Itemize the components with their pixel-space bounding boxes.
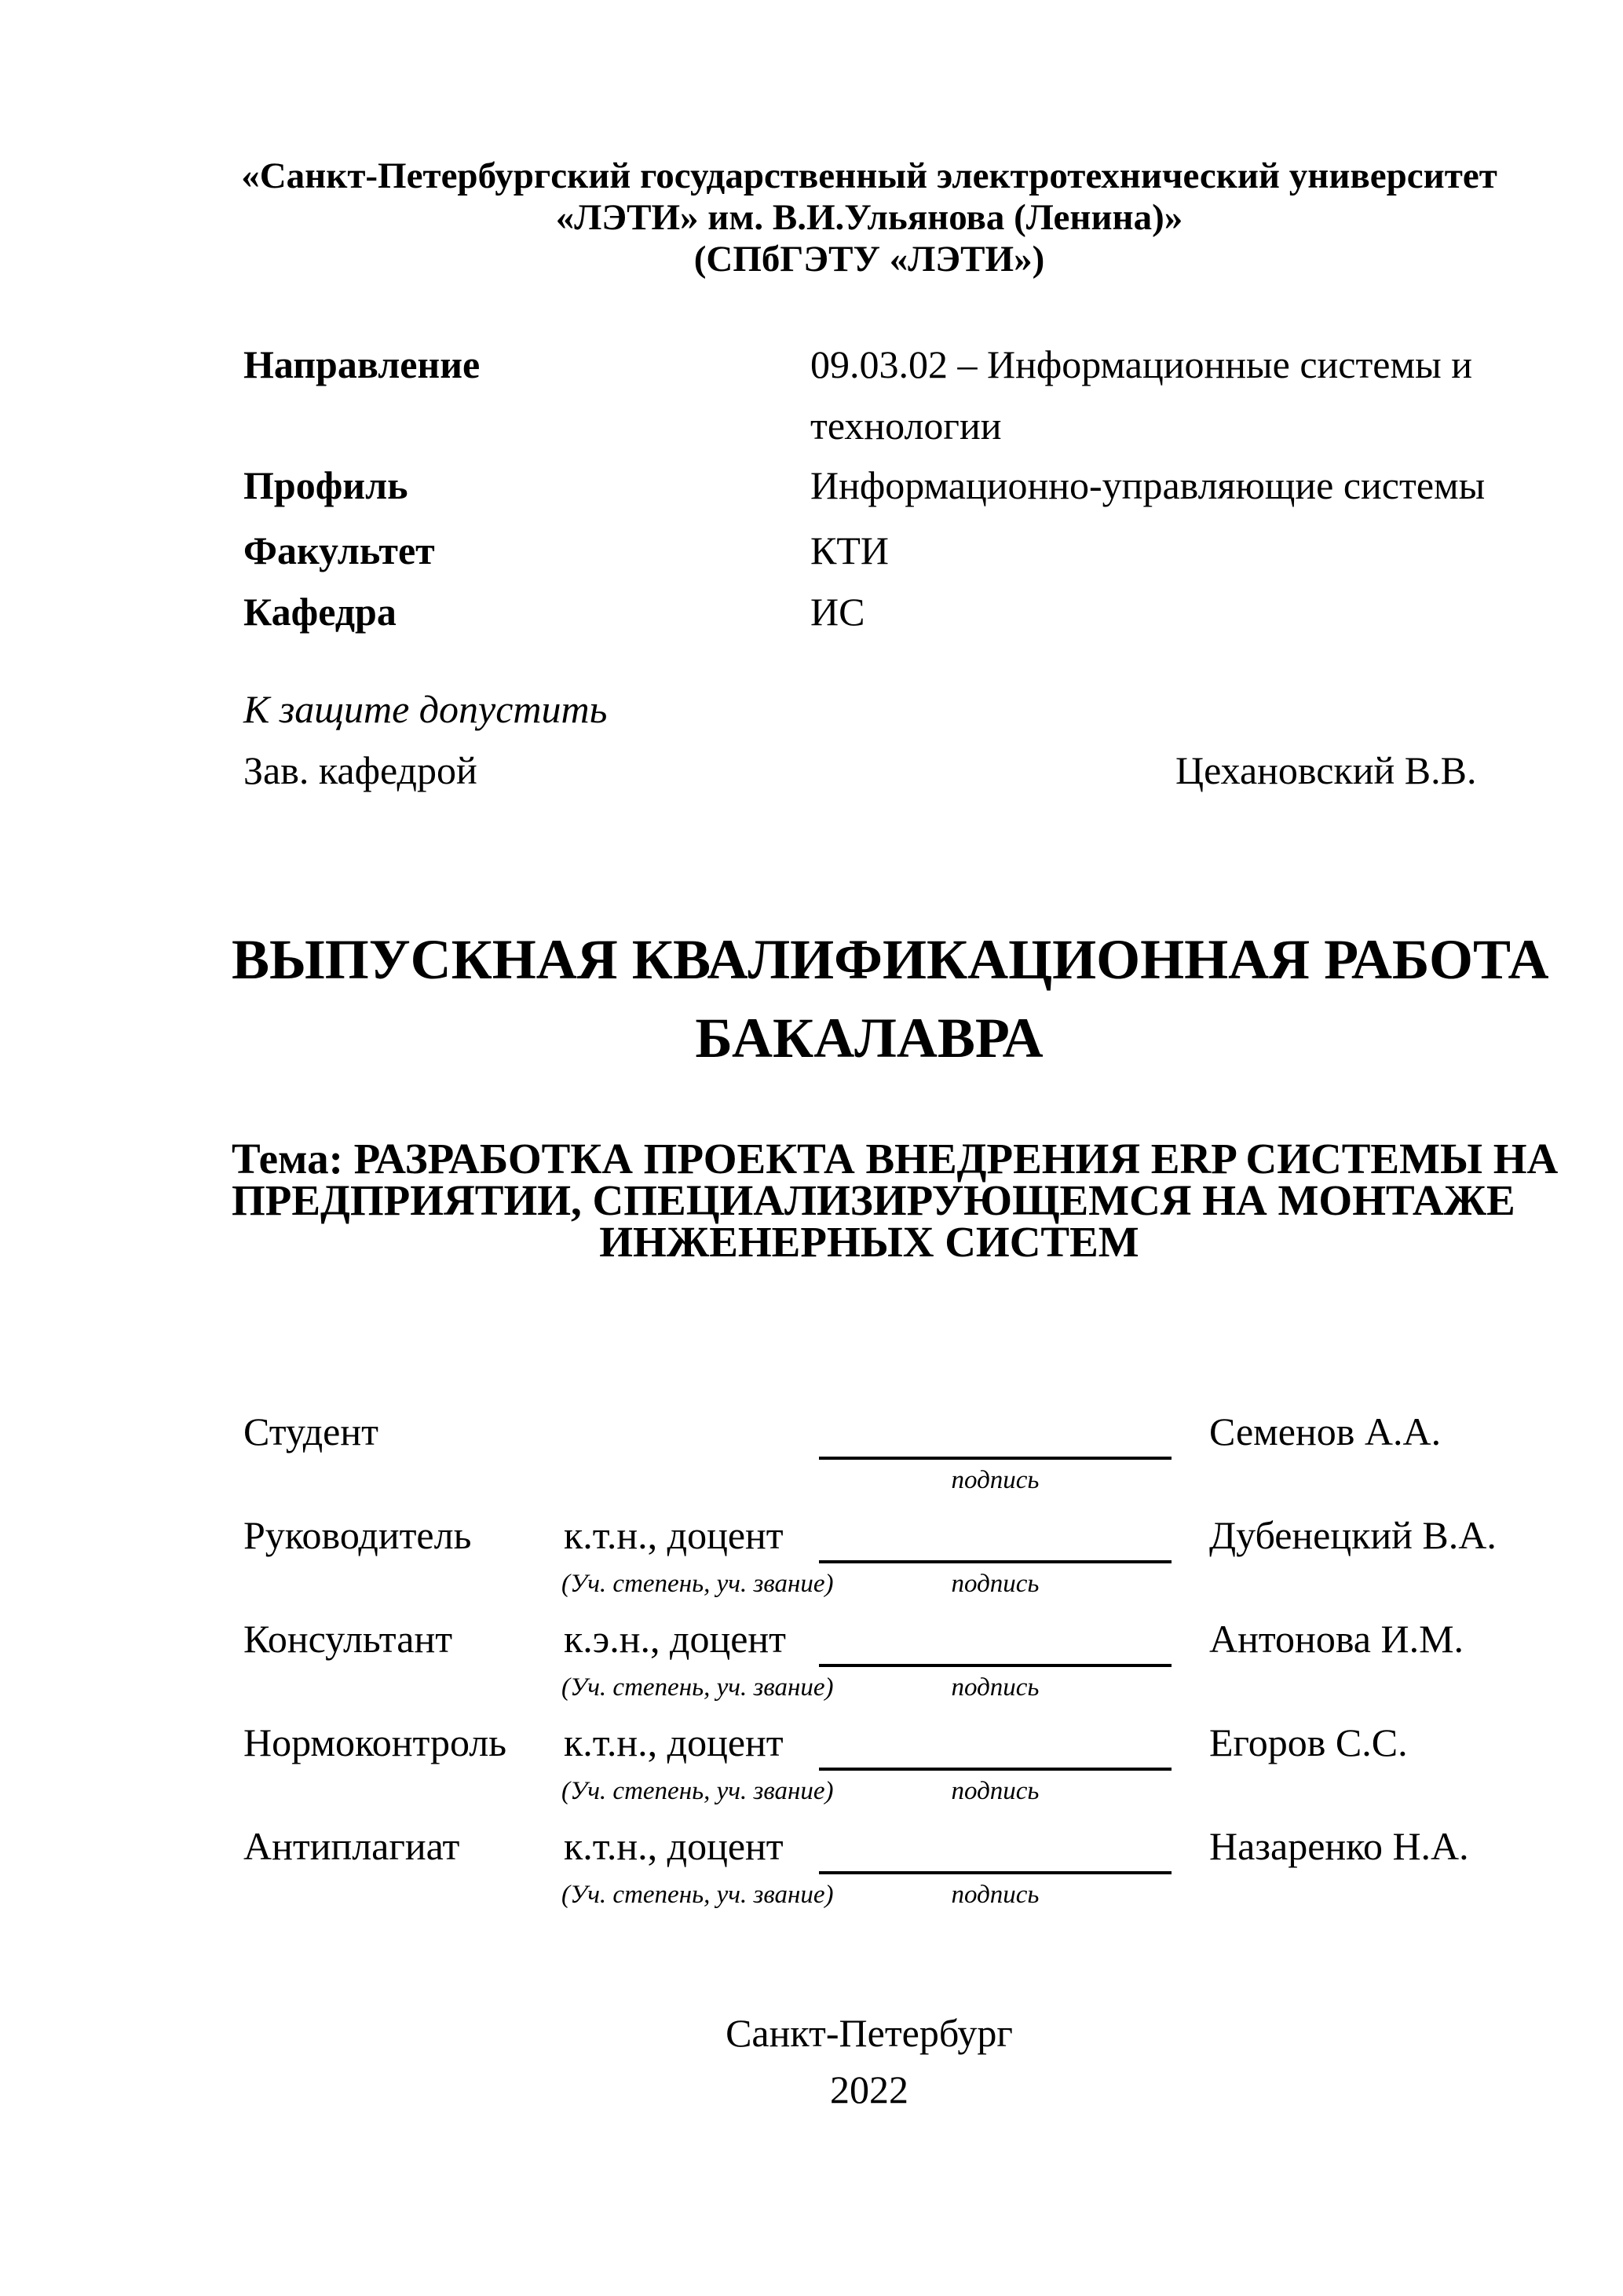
- work-type-line2: БАКАЛАВРА: [695, 1007, 1044, 1069]
- signature-line: [819, 1871, 1172, 1874]
- signature-role: Руководитель: [243, 1513, 472, 1557]
- signature-caption: подпись: [951, 1673, 1040, 1702]
- topic-line1: Тема: РАЗРАБОТКА ПРОЕКТА ВНЕДРЕНИЯ ERP СИСТЕМЫ НА: [232, 1135, 1559, 1183]
- signature-caption: подпись: [951, 1570, 1040, 1598]
- university-name-line2: «ЛЭТИ» им. В.И.Ульянова (Ленина)»: [555, 197, 1183, 238]
- faculty-label: Факультет: [243, 528, 435, 572]
- university-header: [232, 155, 1507, 280]
- degree-caption: (Уч. степень, уч. звание): [561, 1777, 834, 1805]
- signature-degree: к.т.н., доцент: [564, 1513, 784, 1557]
- degree-caption: (Уч. степень, уч. звание): [561, 1570, 834, 1598]
- signature-role: Студент: [243, 1409, 378, 1453]
- direction-value-line1: 09.03.02 – Информационные системы и: [810, 342, 1472, 386]
- signature-name: Антонова И.М.: [1209, 1617, 1464, 1661]
- signature-name: Егоров С.С.: [1209, 1720, 1408, 1764]
- signature-line: [819, 1560, 1172, 1563]
- faculty-value: КТИ: [810, 528, 889, 572]
- signature-caption: подпись: [951, 1881, 1040, 1909]
- signature-degree: к.т.н., доцент: [564, 1824, 784, 1868]
- department-head-name: Цехановский В.В.: [1175, 748, 1477, 792]
- signature-caption: подпись: [951, 1466, 1040, 1494]
- topic-line3: ИНЖЕНЕРНЫХ СИСТЕМ: [599, 1218, 1139, 1266]
- signature-name: Дубенецкий В.А.: [1209, 1513, 1497, 1557]
- topic-line2: ПРЕДПРИЯТИИ, СПЕЦИАЛИЗИРУЮЩЕМСЯ НА МОНТАЖЕ: [232, 1176, 1515, 1224]
- degree-caption: (Уч. степень, уч. звание): [561, 1673, 834, 1702]
- department-label: Кафедра: [243, 590, 397, 634]
- signature-role: Нормоконтроль: [243, 1720, 507, 1764]
- signature-line: [819, 1664, 1172, 1667]
- signature-line: [819, 1768, 1172, 1771]
- department-head-label: Зав. кафедрой: [243, 748, 477, 792]
- work-type-line1: ВЫПУСКНАЯ КВАЛИФИКАЦИОННАЯ РАБОТА: [232, 928, 1549, 991]
- profile-label: Профиль: [243, 463, 408, 507]
- direction-label: Направление: [243, 342, 481, 386]
- footer-year: 2022: [830, 2067, 908, 2111]
- university-name-line1: «Санкт-Петербургский государственный электротехнический университет: [241, 155, 1497, 196]
- signature-name: Семенов А.А.: [1209, 1409, 1442, 1453]
- profile-value: Информационно-управляющие системы: [810, 463, 1486, 507]
- admission-permit-line: К защите допустить: [243, 687, 608, 731]
- direction-value-line2: технологии: [810, 404, 1002, 448]
- signature-name: Назаренко Н.А.: [1209, 1824, 1469, 1868]
- footer-city: Санкт-Петербург: [726, 2011, 1013, 2055]
- signature-caption: подпись: [951, 1777, 1040, 1805]
- signature-line: [819, 1457, 1172, 1460]
- university-name-line3: (СПбГЭТУ «ЛЭТИ»): [693, 239, 1045, 280]
- signature-degree: к.э.н., доцент: [564, 1617, 787, 1661]
- department-value: ИС: [810, 590, 865, 634]
- degree-caption: (Уч. степень, уч. звание): [561, 1881, 834, 1909]
- signature-role: Антиплагиат: [243, 1824, 460, 1868]
- signature-degree: к.т.н., доцент: [564, 1720, 784, 1764]
- signature-role: Консультант: [243, 1617, 453, 1661]
